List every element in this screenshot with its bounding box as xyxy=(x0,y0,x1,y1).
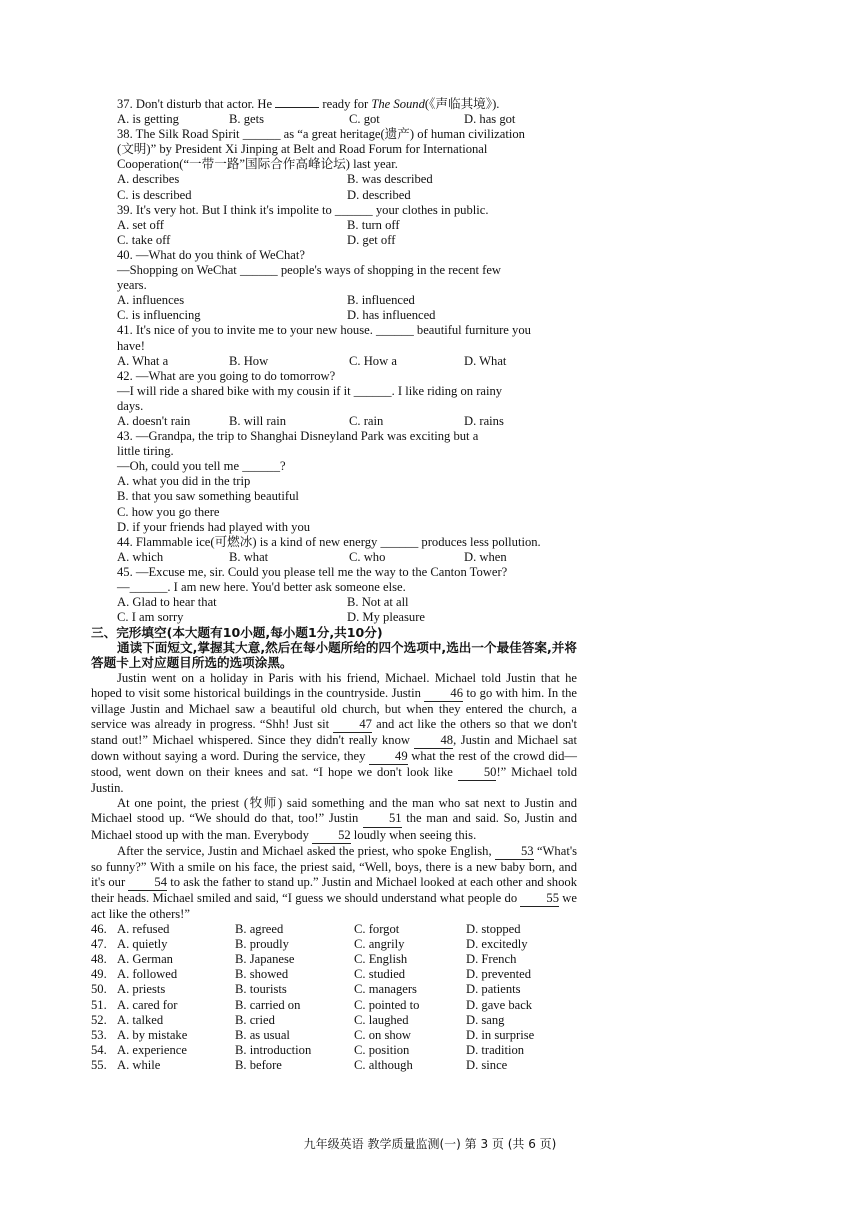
numbered-blank: 54 xyxy=(128,875,167,891)
passage-paragraph: At one point, the priest (牧师) said something and the man who sat next to Justin and Michael stood up. “We should do that, too!” Justin 51 the man and said. So, Justin and Michael stood up with the man. Everybody 52 loudly when seeing this. xyxy=(91,796,577,843)
question-number: 47. xyxy=(91,937,107,952)
options-row xyxy=(117,233,577,248)
option[interactable]: B. gets xyxy=(229,112,264,127)
option[interactable]: A. doesn't rain xyxy=(117,413,191,428)
multiple-choice-questions xyxy=(117,96,577,625)
option[interactable]: D. described xyxy=(347,187,411,202)
cloze-option-row xyxy=(91,967,577,982)
option[interactable]: B. How xyxy=(229,353,269,368)
question-stem: little tiring. xyxy=(117,444,174,459)
question-stem: —Oh, could you tell me ______? xyxy=(117,459,286,474)
option[interactable]: B. Not at all xyxy=(347,595,409,610)
option[interactable]: D. prevented xyxy=(466,967,532,982)
question-number: 52. xyxy=(91,1012,107,1027)
option[interactable]: A. influences xyxy=(117,293,185,308)
option[interactable]: A. is getting xyxy=(117,112,179,127)
option[interactable]: A. while xyxy=(117,1057,161,1072)
option[interactable]: B. was described xyxy=(347,172,433,187)
option[interactable]: A. which xyxy=(117,549,164,564)
numbered-blank: 52 xyxy=(312,828,351,844)
question-stem: 45. —Excuse me, sir. Could you please tell me the way to the Canton Tower? xyxy=(117,564,508,579)
option[interactable]: D. has got xyxy=(464,112,516,127)
option[interactable]: A. Glad to hear that xyxy=(117,595,217,610)
options-row xyxy=(117,354,577,369)
option[interactable]: A. set off xyxy=(117,217,164,232)
question-stem: 41. It's nice of you to invite me to your new house. ______ beautiful furniture you xyxy=(117,323,531,338)
question-stem: 43. —Grandpa, the trip to Shanghai Disneyland Park was exciting but a xyxy=(117,429,479,444)
cloze-option-row xyxy=(91,1058,577,1073)
options-row xyxy=(117,188,577,203)
question-number: 48. xyxy=(91,952,107,967)
question-stem: —I will ride a shared bike with my cousin if it ______. I like riding on rainy xyxy=(117,383,503,398)
option[interactable]: A. cared for xyxy=(117,997,178,1012)
option[interactable]: A. what you did in the trip xyxy=(117,474,251,489)
option[interactable]: A. priests xyxy=(117,982,166,997)
passage-paragraph: Justin went on a holiday in Paris with his friend, Michael. Michael told Justin that he hoped to visit some historical buildings in the countryside. Justin 46 to go with him. In the village Justin and Michael saw a beautiful old church, but when they entered the church, a service was already in progress. “Shh! Just sit 47 and act like the others so that we don't stand out!” Michael whispered. Since they didn't really know 48, Justin and Michael sat down without saying a word. During the service, they 49 what the rest of the crowd did—stood, went down on their knees and sat. “I hope we don't look like 50!” Michael told Justin. xyxy=(91,670,578,796)
option[interactable]: C. I am sorry xyxy=(117,610,184,625)
question-item xyxy=(117,535,577,565)
question-item xyxy=(117,248,577,323)
numbered-blank: 50 xyxy=(458,765,497,781)
cloze-option-row xyxy=(91,937,577,952)
option[interactable]: D. has influenced xyxy=(347,308,436,323)
option[interactable]: B. cried xyxy=(235,1012,275,1027)
option[interactable]: D. when xyxy=(464,549,507,564)
option[interactable]: B. as usual xyxy=(235,1027,290,1042)
option[interactable]: C. English xyxy=(354,952,408,967)
title-italic: The Sound xyxy=(371,97,425,111)
option[interactable]: C. How a xyxy=(349,353,397,368)
question-stem: 44. Flammable ice(可燃冰) is a kind of new energy ______ produces less pollution. xyxy=(117,534,541,549)
option[interactable]: D. My pleasure xyxy=(347,610,425,625)
question-item xyxy=(117,369,577,429)
question-number: 51. xyxy=(91,997,107,1012)
question-number: 50. xyxy=(91,982,107,997)
passage-paragraph: After the service, Justin and Michael asked the priest, who spoke English, 53 “What's so funny?” With a smile on his face, the priest said, “Well, boys, there is a new baby born, and it's our 54 to ask the father to stand up.” Justin and Michael looked at each other and shook their heads. Michael smiled and said, “I guess we should understand what people do 55 we act like the others!” xyxy=(91,843,577,921)
option[interactable]: D. if your friends had played with you xyxy=(117,519,311,534)
option[interactable]: D. in surprise xyxy=(466,1027,535,1042)
option[interactable]: D. tradition xyxy=(466,1042,525,1057)
question-number: 54. xyxy=(91,1042,107,1057)
option[interactable]: D. gave back xyxy=(466,997,533,1012)
option[interactable]: B. that you saw something beautiful xyxy=(117,489,299,504)
option[interactable]: C. although xyxy=(354,1057,413,1072)
option[interactable]: D. sang xyxy=(466,1012,505,1027)
option[interactable]: C. take off xyxy=(117,232,171,247)
question-stem: 39. It's very hot. But I think it's impolite to ______ your clothes in public. xyxy=(117,202,489,217)
option[interactable]: B. Japanese xyxy=(235,952,295,967)
option[interactable]: C. pointed to xyxy=(354,997,420,1012)
option[interactable]: A. followed xyxy=(117,967,178,982)
option[interactable]: A. German xyxy=(117,952,173,967)
option[interactable]: C. is described xyxy=(117,187,192,202)
option[interactable]: A. What a xyxy=(117,353,169,368)
options-row xyxy=(117,112,577,127)
option[interactable]: B. tourists xyxy=(235,982,287,997)
option[interactable]: A. by mistake xyxy=(117,1027,188,1042)
options-row xyxy=(117,293,577,308)
options-row xyxy=(117,172,577,187)
section-instruction: 通读下面短文,掌握其大意,然后在每小题所给的四个选项中,选出一个最佳答案,并将答题卡上对应题目所选的选项涂黑。 xyxy=(91,640,577,671)
question-stem: 42. —What are you going to do tomorrow? xyxy=(117,368,336,383)
cloze-passage xyxy=(91,671,577,923)
question-stem: have! xyxy=(117,338,145,353)
option[interactable]: B. will rain xyxy=(229,413,287,428)
option[interactable]: B. influenced xyxy=(347,293,415,308)
question-item xyxy=(117,127,577,202)
exam-page xyxy=(91,96,578,1073)
numbered-blank: 55 xyxy=(520,891,559,907)
cloze-option-row xyxy=(91,1028,577,1043)
question-item xyxy=(117,323,577,368)
option[interactable]: C. on show xyxy=(354,1027,412,1042)
option[interactable]: B. what xyxy=(229,549,269,564)
question-number: 53. xyxy=(91,1027,107,1042)
option[interactable]: D. patients xyxy=(466,982,521,997)
cloze-options xyxy=(91,922,577,1073)
numbered-blank: 49 xyxy=(369,749,408,765)
options-row xyxy=(117,550,577,565)
numbered-blank: 51 xyxy=(363,811,402,827)
question-number: 49. xyxy=(91,967,107,982)
numbered-blank: 47 xyxy=(333,717,372,733)
cloze-option-row xyxy=(91,998,577,1013)
option[interactable]: B. carried on xyxy=(235,997,301,1012)
option[interactable]: C. angrily xyxy=(354,937,405,952)
cloze-option-row xyxy=(91,982,577,997)
question-stem: (文明)” by President Xi Jinping at Belt and Road Forum for International xyxy=(117,142,488,157)
question-stem: 40. —What do you think of WeChat? xyxy=(117,247,305,262)
options-row xyxy=(117,218,577,233)
option[interactable]: D. excitedly xyxy=(466,937,528,952)
option[interactable]: B. before xyxy=(235,1057,282,1072)
numbered-blank: 53 xyxy=(495,844,534,860)
option[interactable]: A. experience xyxy=(117,1042,187,1057)
option[interactable]: D. French xyxy=(466,952,517,967)
option[interactable]: B. agreed xyxy=(235,922,284,937)
section-title: 三、完形填空(本大题有10小题,每小题1分,共10分) xyxy=(91,625,383,641)
option[interactable]: B. introduction xyxy=(235,1042,312,1057)
question-stem: Cooperation(“一带一路”国际合作高峰论坛) last year. xyxy=(117,157,398,172)
option[interactable]: C. studied xyxy=(354,967,406,982)
question-item xyxy=(117,429,577,535)
option[interactable]: C. how you go there xyxy=(117,504,220,519)
question-item xyxy=(117,565,577,625)
question-item xyxy=(117,96,577,127)
cloze-option-row xyxy=(91,1013,577,1028)
option[interactable]: C. managers xyxy=(354,982,417,997)
options-row xyxy=(117,610,577,625)
options-row xyxy=(117,414,577,429)
question-item xyxy=(117,203,577,248)
option[interactable]: C. got xyxy=(349,112,380,127)
option[interactable]: A. talked xyxy=(117,1012,164,1027)
option[interactable]: D. get off xyxy=(347,232,396,247)
options-row xyxy=(117,308,577,323)
option[interactable]: D. stopped xyxy=(466,922,521,937)
option[interactable]: A. describes xyxy=(117,172,180,187)
question-stem: 37. Don't disturb that actor. He ready for The Sound(《声临其境》). xyxy=(117,97,500,111)
option[interactable]: A. refused xyxy=(117,922,170,937)
numbered-blank: 46 xyxy=(424,686,463,702)
option[interactable]: C. who xyxy=(349,549,386,564)
question-stem: —Shopping on WeChat ______ people's ways of shopping in the recent few xyxy=(117,263,502,278)
option[interactable]: D. What xyxy=(464,353,507,368)
cloze-option-row xyxy=(91,952,577,967)
option[interactable]: A. quietly xyxy=(117,937,168,952)
cloze-option-row xyxy=(91,922,577,937)
option[interactable]: C. laughed xyxy=(354,1012,409,1027)
options-row xyxy=(117,595,577,610)
option[interactable]: B. showed xyxy=(235,967,289,982)
question-stem: 38. The Silk Road Spirit ______ as “a great heritage(遗产) of human civilization xyxy=(117,127,525,142)
answer-blank xyxy=(275,96,319,108)
option[interactable]: C. rain xyxy=(349,413,384,428)
option[interactable]: B. proudly xyxy=(235,937,289,952)
question-stem: —______. I am new here. You'd better ask someone else. xyxy=(117,580,406,594)
option[interactable]: C. is influencing xyxy=(117,308,201,323)
numbered-blank: 48 xyxy=(414,733,453,749)
option[interactable]: D. rains xyxy=(464,413,504,428)
cloze-option-row xyxy=(91,1043,577,1058)
option[interactable]: C. position xyxy=(354,1042,410,1057)
question-stem: days. xyxy=(117,398,144,413)
page-footer: 九年级英语 教学质量监测(一) 第 3 页 (共 6 页) xyxy=(303,1137,557,1151)
option[interactable]: D. since xyxy=(466,1057,508,1072)
option[interactable]: B. turn off xyxy=(347,217,400,232)
question-number: 55. xyxy=(91,1057,107,1072)
question-stem: years. xyxy=(117,278,147,293)
option[interactable]: C. forgot xyxy=(354,922,400,937)
question-number: 46. xyxy=(91,922,107,937)
